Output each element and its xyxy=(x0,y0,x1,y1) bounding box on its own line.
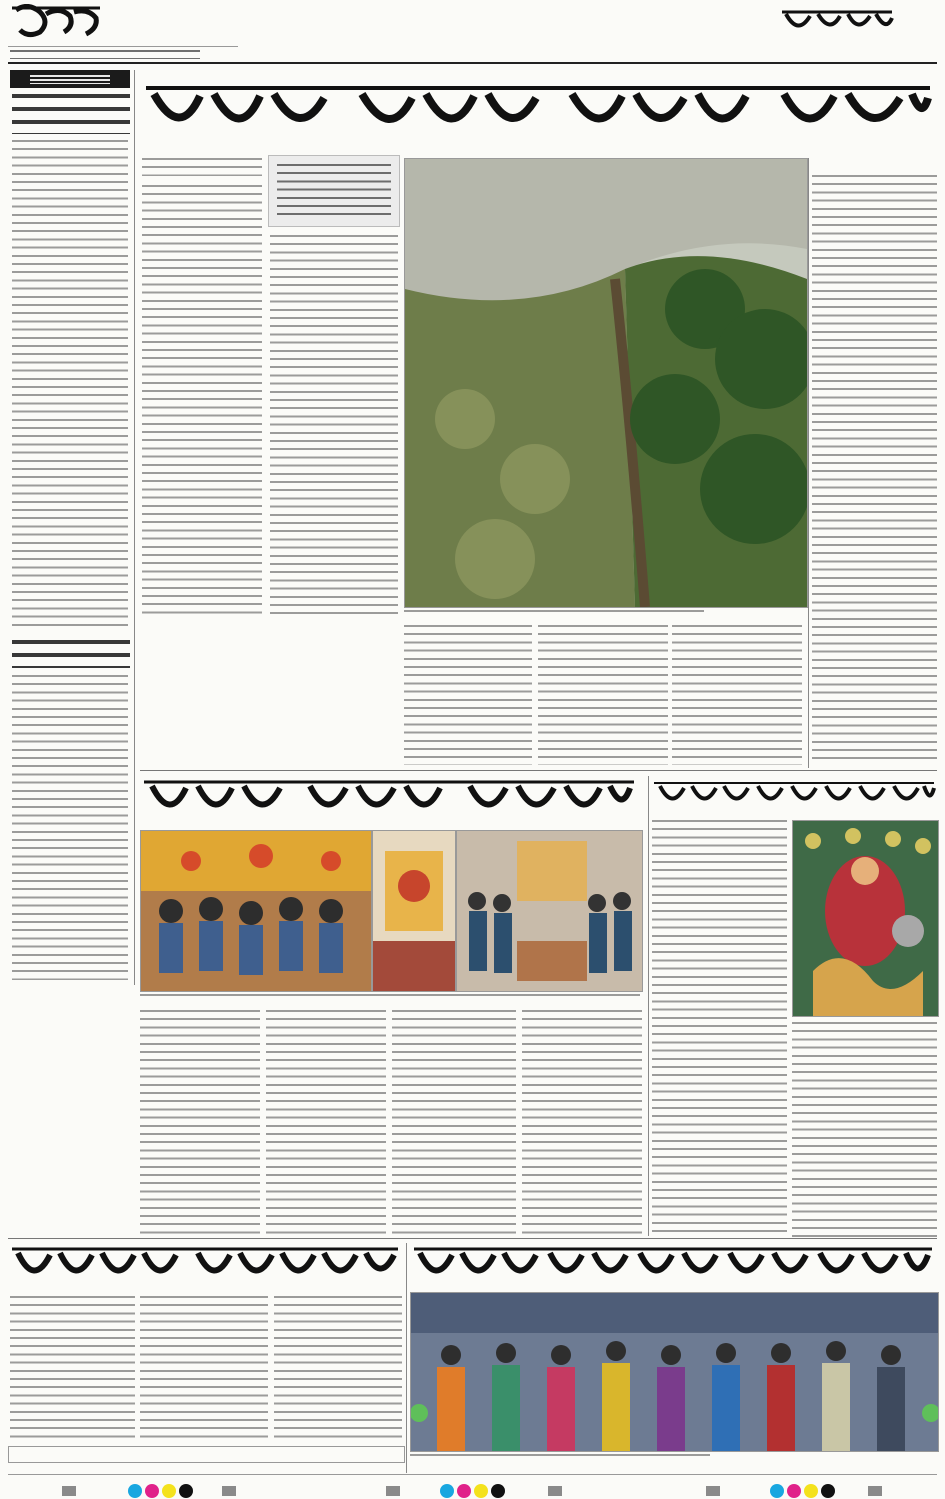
durga-puja-headline xyxy=(652,778,937,812)
masthead-rule xyxy=(8,62,937,64)
vishwakarma-col-1 xyxy=(140,1010,260,1235)
dam-story-col-6 xyxy=(812,175,937,765)
left-headline-1 xyxy=(12,94,130,134)
dam-photo xyxy=(404,158,808,608)
registration-gray-1 xyxy=(62,1486,76,1496)
left-story-2-body xyxy=(12,675,128,980)
registration-gray-5 xyxy=(706,1486,720,1496)
dam-photo-caption xyxy=(404,610,704,618)
vishwakarma-col-4 xyxy=(522,1010,642,1235)
women-event-photo xyxy=(410,1290,937,1291)
poultry-photo xyxy=(8,1446,405,1463)
poultry-col-2 xyxy=(140,1296,268,1441)
vishwakarma-photo-3 xyxy=(456,830,643,992)
vishwakarma-headline xyxy=(140,776,640,824)
durga-idol-photo xyxy=(792,820,939,1017)
color-registration-marks-2 xyxy=(440,1484,510,1498)
durga-puja-col-1 xyxy=(652,820,787,1235)
in-brief-kicker xyxy=(10,70,130,88)
vishwakarma-photo-1 xyxy=(140,830,372,992)
poultry-col-3 xyxy=(274,1296,402,1441)
dam-story-col-2 xyxy=(270,235,398,615)
dam-story-byline xyxy=(142,158,262,176)
vishwakarma-col-2 xyxy=(266,1010,386,1235)
poultry-col-1 xyxy=(10,1296,135,1441)
poultry-certificate-photo xyxy=(8,1446,9,1447)
color-registration-marks-3 xyxy=(770,1484,840,1498)
dateline xyxy=(10,50,200,59)
left-headline-2 xyxy=(12,640,130,668)
durga-puja-col-2 xyxy=(792,1022,937,1237)
registration-gray-4 xyxy=(548,1486,562,1496)
color-registration-marks-1 xyxy=(128,1484,198,1498)
dam-story-col-4 xyxy=(538,625,668,765)
dam-story-col-3 xyxy=(404,625,532,765)
vishwakarma-col-3 xyxy=(392,1010,516,1235)
main-headline xyxy=(140,80,937,146)
registration-gray-6 xyxy=(868,1486,882,1496)
poultry-headline xyxy=(8,1243,403,1288)
vishwakarma-photo-2 xyxy=(372,830,456,992)
district-name xyxy=(778,6,898,36)
dharitri-logo-mark xyxy=(10,4,102,38)
dam-story-highlight-box xyxy=(268,155,400,227)
women-photo-caption xyxy=(410,1454,710,1462)
registration-gray-2 xyxy=(222,1486,236,1496)
dharitri-logo xyxy=(10,4,102,38)
dateline-rule xyxy=(8,46,238,47)
vishwakarma-captions xyxy=(140,994,640,1002)
dam-story-col-1 xyxy=(142,185,262,615)
dam-story-col-5 xyxy=(672,625,802,765)
masthead xyxy=(0,0,945,60)
women-commission-event-photo xyxy=(410,1292,939,1452)
certificate-distribution-photo xyxy=(8,1446,403,1447)
women-commission-headline xyxy=(410,1243,937,1288)
registration-gray-3 xyxy=(386,1486,400,1496)
left-story-1-body xyxy=(12,140,128,630)
